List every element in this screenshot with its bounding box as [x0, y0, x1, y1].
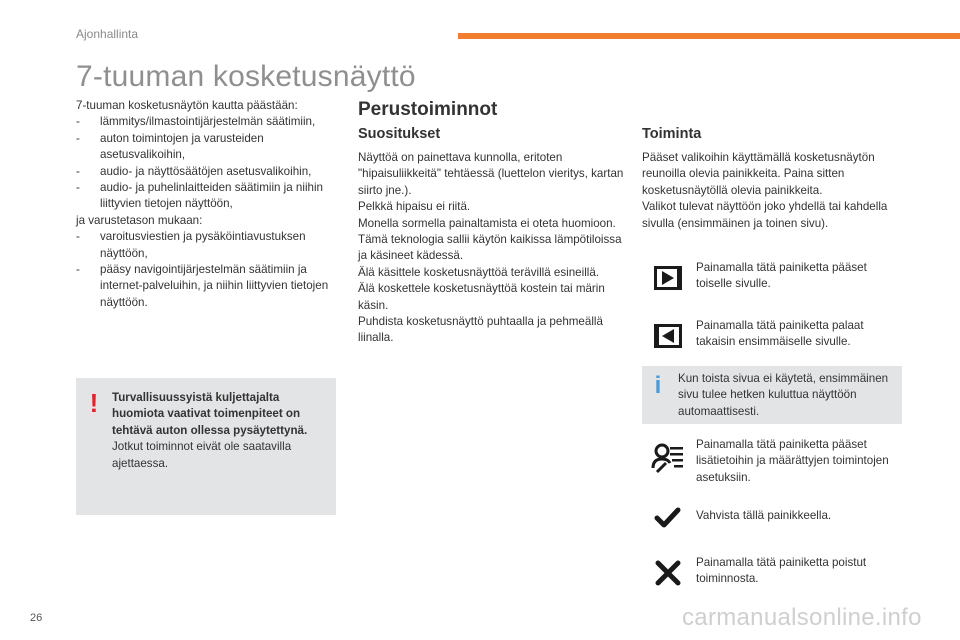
- intro-bullet: - varoitusviestien ja pysäköintiavustuksen näyttöön,: [76, 229, 346, 262]
- intro-text: [76, 98, 346, 311]
- suositukset-line: Näyttöä on painettava kunnolla, eritoten "hipaisuliikkeitä" tehtäessä (luettelon vieritys, kartan siirto jne.).: [358, 151, 624, 197]
- suositukset-line: Älä käsittele kosketusnäyttöä terävillä esineillä.: [358, 265, 600, 279]
- warning-text: [112, 390, 326, 472]
- warning-box: [76, 378, 336, 515]
- feature-text-exit: Painamalla tätä painiketta poistut toiminnosta.: [696, 556, 867, 586]
- suositukset-line: Puhdista kosketusnäyttö puhtaalla ja pehmeällä liinalla.: [358, 315, 603, 345]
- feature-text-previous-page: Painamalla tätä painiketta palaat takaisin ensimmäiselle sivulle.: [696, 319, 864, 349]
- next-page-icon: [648, 258, 688, 298]
- heading-suositukset: Suositukset: [358, 126, 441, 142]
- heading-perustoiminnot: Perustoiminnot: [358, 99, 498, 120]
- intro-bullet: - audio- ja näyttösäätöjen asetusvalikoihin,: [76, 164, 346, 180]
- toiminta-line: Pääset valikoihin käyttämällä kosketusnäytön reunoilla olevia painikkeita. Paina sitten kosketusnäytöllä olevia painikkeita.: [642, 151, 875, 197]
- info-box: [642, 366, 902, 424]
- suositukset-line: Tämä teknologia sallii käytön kaikissa lämpötiloissa ja käsineet kädessä.: [358, 233, 622, 263]
- feature-text-confirm: Vahvista tällä painikkeella.: [696, 509, 832, 522]
- suositukset-text: [358, 150, 628, 347]
- intro-bullet: - pääsy navigointijärjestelmän säätimiin ja internet-palveluihin, ja niihin liittyvien tietojen näyttöön.: [76, 262, 346, 311]
- toiminta-text: [642, 150, 912, 232]
- suositukset-line: Älä koskettele kosketusnäyttöä kostein tai märin käsin.: [358, 282, 605, 312]
- info-text: Kun toista sivua ei käytetä, ensimmäinen sivu tulee hetken kuluttua näyttöön automaattisesti.: [678, 372, 889, 418]
- intro-lead: 7-tuuman kosketusnäytön kautta päästään:: [76, 99, 298, 112]
- intro-bullet: - lämmitys/ilmastointijärjestelmän säätimiin,: [76, 114, 346, 130]
- warning-bold-text: Turvallisuussyistä kuljettajalta huomiota vaativat toimenpiteet on tehtävä auton ollessa pysäytettynä.: [112, 391, 308, 437]
- settings-user-icon: [648, 438, 688, 478]
- previous-page-icon: [648, 316, 688, 356]
- watermark: carmanualsonline.info: [682, 604, 922, 631]
- suositukset-line: Pelkkä hipaisu ei riitä.: [358, 200, 471, 214]
- checkmark-icon: [648, 498, 688, 538]
- heading-toiminta: Toiminta: [642, 126, 702, 142]
- page-number: 26: [30, 612, 43, 624]
- feature-text-settings: Painamalla tätä painiketta pääset lisätietoihin ja määrättyjen toimintojen asetuksiin.: [696, 438, 889, 484]
- intro-bullet: - auton toimintojen ja varusteiden asetusvalikoihin,: [76, 131, 346, 164]
- feature-text-next-page: Painamalla tätä painiketta pääset toiselle sivulle.: [696, 261, 867, 291]
- intro-bullet: - audio- ja puhelinlaitteiden säätimiin ja niihin liittyvien tietojen näyttöön,: [76, 180, 346, 213]
- warning-normal-text: Jotkut toiminnot eivät ole saatavilla ajettaessa.: [112, 440, 292, 470]
- page-title: 7-tuuman kosketusnäyttö: [76, 60, 416, 93]
- exclamation-icon: !: [89, 388, 99, 418]
- section-label: Ajonhallinta: [76, 27, 139, 41]
- suositukset-line: Monella sormella painaltamista ei oteta huomioon.: [358, 216, 616, 230]
- header-accent-bar: [458, 33, 960, 39]
- intro-middle: ja varustetason mukaan:: [76, 213, 203, 227]
- close-icon: [648, 553, 688, 593]
- info-icon: i: [654, 372, 662, 399]
- toiminta-line: Valikot tulevat näyttöön joko yhdellä tai kahdella sivulla (ensimmäinen ja toinen sivu).: [642, 200, 888, 230]
